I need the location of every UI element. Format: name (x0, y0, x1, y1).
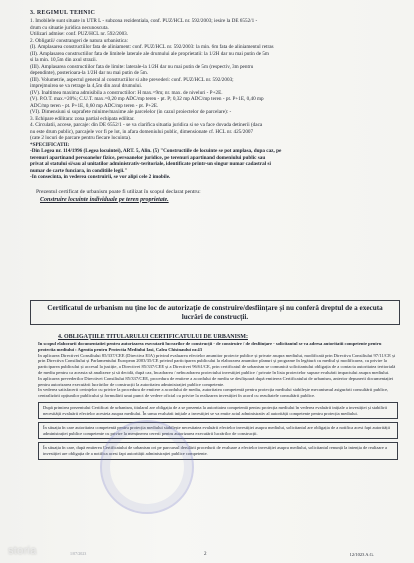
obligations-section (38, 334, 398, 463)
corner-annotation (405, 0, 412, 2)
footer-left-reference: 1/07/2023 (70, 551, 87, 556)
section-3-line: ADC/mp teren - pt. P+1E, 0,60 mp ADC/mp teren - pt. P+2E. (30, 102, 159, 109)
purpose-section (30, 189, 398, 204)
section-3-line: (IV). Inaltimea maxima admisibila a constructiilor: H max.=9m; nr. max. de niveluri - P+2E. (30, 89, 223, 96)
footer-right-reference: 12/1023 A.G. (349, 552, 374, 557)
obligations-paragraph: In aplicarea prevederilor Directivei Consiliului 85/337/CEE, procedura de emitere a acordului de mediu se desfășoară după emiterea Certificatului de urbanism, anterior depunerii documentației pentru autorizarea executării lucrărilor de construcții la autoritatea administrației publice competente. (38, 375, 394, 387)
section-3-line: 4. Circulatii, accese, parcaje: din DE 6552/1 - se va clarifica situatia juridica si se va face dovada detinerii (daca (30, 122, 263, 128)
section-3-line: drum cu situatie juridica necunoscuta. (30, 24, 109, 31)
certificate-disclaimer: Certificatul de urbanism nu ține loc de autorizație de construire/desființare și nu conferă dreptul de a executa lucrări de construcții. (47, 304, 383, 321)
section-3-line: terenuri apartinand persoanelor fizice, persoanelor juridice, pe terenuri apartinand domeniului public sau (30, 154, 266, 161)
obligations-paragraph: In scopul elaborarii documentatiei pentru autorizarea executarii lucrarilor de construcții - de construire / de desființare - solicitantul se va adresa autoritatii competente pentru protectia mediului : Agentia pentru Protectia Mediului Iasi, Calea Chisinaului nr.43 (38, 341, 382, 352)
section-3-line: privat al statului si/sau al unitatilor administrativ-teritoriale, identificate printr-un singur numar cadastral si (30, 161, 271, 167)
section-3-line: (II). Amplasarea constructiilor fata de limitele laterale ale drumului ale proprietatii: la 1/2H dar nu mai putin de 5m (30, 50, 269, 57)
section-3-line: Utilizari admise: conf. PUZ/HCL nr. 592/2003. (30, 31, 129, 37)
obligations-paragraph: In vederea satisfacerii cerințelor cu privire la procedura de emitere a acordului de mediu, autoritatea competentă pentru protecția mediului stabilește mecanismul asigurării consultării publice, centralizării opțiunilor publicului și formulării unui punct de vedere oficial cu privire la realizarea investiției în acord cu rezultatele consultării publice. (38, 387, 389, 399)
purpose-intro: Prezentul certificat de urbanism poate fi utilizat în scopul declarat pentru: (36, 188, 201, 195)
section-3-line: (III). Volumetrie, aspectul general al constructiilor si alte prevederi: conf. PUZ/HCL nr. 592/2003; (30, 76, 234, 83)
purpose-statement: Construire locuinte individuale pe teren proprietate. (40, 196, 169, 203)
section-3-line: numar de carte funciara, in conditiile legii." (30, 167, 128, 174)
obligation-box: În situația în care autoritatea competentă pentru protecția mediului stabilește necesitatea evaluării efectelor investiției asupra mediului, solicitantul are obligația de a notifica acest fapt autorității administrației publice competente cu privire la menținerea cererii pentru autorizarea executării lucrărilor de construcții. (38, 422, 398, 439)
section-3-line: (V). P.O.T. max.=20%; C.U.T. max.=0,20 mp ADC/mp teren - pt. P; 0,32 mp ADC/mp teren - pt. P+1E, 0,40 mp (30, 96, 264, 102)
section-3-line: (III). Amplasarea constructiilor fata de limite: laterale-la 1/2H dar nu mai putin de 5m (respectiv, 3m pentru (30, 63, 254, 70)
section-3-line: 2. Obligatii/ constrangeri de natura urbanistica: (30, 37, 128, 44)
obligation-box: În situația în care, după emiterea Certificatului de urbanism ori pe parcursul derulării procedurii de evaluare a efectelor investiției asupra mediului, solicitantul renunță la intenția de realizare a investiției are obligația de a notifica acest fapt autorității administrației publice competente. (38, 442, 398, 459)
section-3-line: 3. Echipare edilitara: zona partial echipata edilitar. (30, 115, 135, 122)
specifications-heading: *SPECIFICATII: (30, 141, 70, 148)
section-3-title: 3. REGIMUL TEHNIC (30, 10, 96, 16)
section-3-line: (VI). Dimensiuni si suprafete minime/maxime ale parcelelor (in cazul proiectelor de parcelare): - (30, 109, 232, 115)
certificate-disclaimer-box (30, 300, 400, 325)
storia-watermark: storia (8, 545, 37, 557)
section-3-line: -In consecinta, in vederea construirii, se vor alipi cele 2 imobile. (30, 174, 171, 180)
section-3-line: (cate 2 locuri de parcare pentru fiecare locuinta). (30, 135, 132, 141)
section-3-line: dependinte), posterioara-la 1/2H dar nu mai putin de 5m. (30, 70, 149, 76)
section-3-line: -Din Legea nr. 114/1996 (Legea locuintei), ART. 5, Alin. (5) "Constructiile de locuinte se pot amplasa, dupa caz, pe (30, 148, 282, 154)
official-stamp (100, 420, 194, 514)
footer (0, 541, 414, 563)
section-3-line: 1. Imobilele sunt situate in UTR L - subzona rezidentiala, conf. PUZ/HCL nr. 592/2003; iesire la DE 6552/1 - (30, 18, 258, 24)
section-3-line: si la min. 10,5m din axul strazii. (30, 57, 97, 63)
obligations-title: 4. OBLIGAȚIILE TITULARULUI CERTIFICATULUI DE URBANISM: (58, 334, 248, 340)
section-3-line: imprejmuirea se va retrage la 4,5m din axul drumului. (30, 83, 143, 89)
section-3-line: nu este drum public), parcajele vor fi pe lot, in afara domeniului public, dimensionate cf. HCL nr. 425/2007 (30, 128, 254, 135)
obligations-paragraph: In aplicarea Directivei Consiliului 85/337/CEE (Directiva EIA) privind evaluarea efectelor anumitor proiecte publice și private asupra mediului, modificată prin Directiva Consiliului 97/11/CE și prin Directiva Consiliului și Parlamentului European 2003/35/CE privind participarea publicului la elaborarea anumitor planuri și programe în legătură cu mediul și modificarea, cu privire la participarea publicului și accesul la justiție, a Directivei 85/337/CEE și a Directivei 96/61/CE, prin certificatul de urbanism se comunică solicitantului obligația de a contacta autoritatea teritorială de mediu pentru ca aceasta să analizeze și să decidă, după caz, încadrarea / neîncadrarea proiectului investiției publice / private în lista proiectelor supuse evaluării impactului asupra mediului. (38, 352, 396, 375)
section-3-line: (I). Amplasarea constructiilor fata de aliniament: conf. PUZ/HCL nr. 592/2003: la min. 6m fata de aliniamentul retras (30, 44, 274, 50)
obligation-box: După primirea prezentului Certificat de urbanism, titularul are obligația de a se prezenta la autoritatea competentă pentru protecția mediului în vederea evaluării inițiale a investiției și stabilirii necesității evaluării efectelor acesteia asupra mediului. În urma evaluării inițiale a investiției se va emite actul administrativ al autorității competente pentru protecția mediului. (38, 402, 398, 419)
section-3-body (30, 18, 398, 181)
page-number: 2 (204, 552, 207, 557)
